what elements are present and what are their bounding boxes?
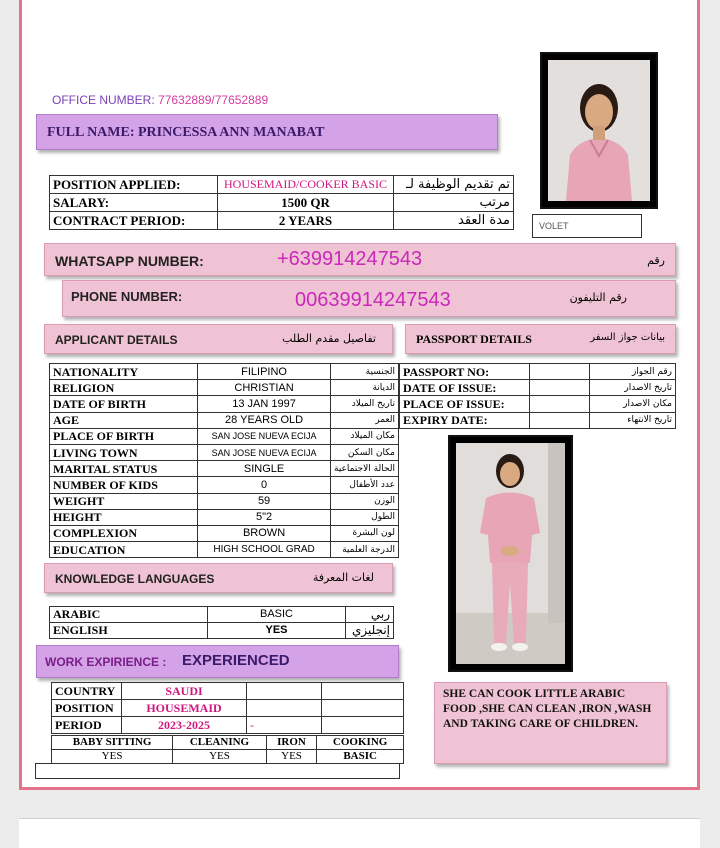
table-row <box>52 700 404 717</box>
next-page <box>19 818 700 848</box>
position-ar: تم تقديم الوظيفة لـ <box>394 176 514 194</box>
period-label: PERIOD <box>52 717 122 734</box>
table-row <box>50 444 399 460</box>
empty-row <box>35 763 400 779</box>
period-extra: - <box>247 717 322 734</box>
volet-label: VOLET <box>539 221 569 231</box>
portrait-figure-icon <box>548 60 650 201</box>
applicant-details-ar: تفاصيل مقدم الطلب <box>282 332 376 345</box>
passport-ar: تاريخ الاصدار <box>590 380 676 396</box>
table-row <box>50 607 394 623</box>
passport-table <box>399 363 676 429</box>
detail-label: PLACE OF BIRTH <box>50 428 198 444</box>
skill-header: COOKING <box>317 736 404 750</box>
passport-details-title: PASSPORT DETAILS <box>416 332 532 346</box>
detail-label: AGE <box>50 412 198 428</box>
detail-ar: الديانة <box>331 380 399 396</box>
table-row <box>50 396 399 412</box>
table-row <box>52 736 404 750</box>
country-extra2 <box>322 683 404 700</box>
work-experience-bar <box>36 645 399 678</box>
table-row <box>400 364 676 380</box>
passport-label: PLACE OF ISSUE: <box>400 396 530 412</box>
detail-label: WEIGHT <box>50 493 198 509</box>
passport-value <box>530 364 590 380</box>
table-row <box>50 477 399 493</box>
passport-ar: مكان الاصدار <box>590 396 676 412</box>
arabic-value: BASIC <box>208 607 346 623</box>
arabic-ar: ربي <box>346 607 394 623</box>
table-row <box>52 717 404 734</box>
full-body-figure-icon <box>456 443 565 664</box>
table-row <box>50 364 399 380</box>
passport-details-bar <box>405 324 676 354</box>
detail-ar: الطول <box>331 509 399 525</box>
skill-header: BABY SITTING <box>52 736 173 750</box>
detail-value: FILIPINO <box>198 364 331 380</box>
table-row <box>400 380 676 396</box>
table-row <box>50 428 399 444</box>
skill-header: CLEANING <box>173 736 267 750</box>
languages-ar: لغات المعرفة <box>312 571 374 584</box>
full-name: FULL NAME: PRINCESSA ANN MANABAT <box>47 125 325 140</box>
applicant-table <box>49 363 399 558</box>
table-row <box>400 396 676 412</box>
passport-details-ar: بيانات جواز السفر <box>590 332 665 343</box>
whatsapp-label: WHATSAPP NUMBER: <box>55 253 204 269</box>
detail-label: EDUCATION <box>50 542 198 558</box>
detail-value: HIGH SCHOOL GRAD <box>198 542 331 558</box>
position-table <box>49 175 514 230</box>
contract-ar: مدة العقد <box>394 212 514 230</box>
detail-ar: عدد الأطفال <box>331 477 399 493</box>
detail-value: 0 <box>198 477 331 493</box>
passport-label: DATE OF ISSUE: <box>400 380 530 396</box>
office-number-value: 77632889/77652889 <box>158 93 269 107</box>
table-row <box>50 176 514 194</box>
table-row <box>50 461 399 477</box>
table-row <box>50 212 514 230</box>
position-value: HOUSEMAID <box>122 700 247 717</box>
position-extra <box>247 700 322 717</box>
table-row <box>52 750 404 764</box>
salary-label: SALARY: <box>50 194 218 212</box>
arabic-label: ARABIC <box>50 607 208 623</box>
detail-ar: الدرجة العلمية <box>331 542 399 558</box>
table-row <box>400 412 676 428</box>
table-row <box>50 194 514 212</box>
detail-label: HEIGHT <box>50 509 198 525</box>
period-extra2 <box>322 717 404 734</box>
table-row <box>50 542 399 558</box>
detail-ar: تاريخ الميلاد <box>331 396 399 412</box>
detail-ar: العمر <box>331 412 399 428</box>
skill-value: YES <box>266 750 316 764</box>
detail-label: NUMBER OF KIDS <box>50 477 198 493</box>
detail-ar: مكان الميلاد <box>331 428 399 444</box>
country-label: COUNTRY <box>52 683 122 700</box>
phone-bar <box>62 280 676 317</box>
skills-note-text: SHE CAN COOK LITTLE ARABIC FOOD ,SHE CAN CLEAN ,IRON ,WASH AND TAKING CARE OF CHILDREN. <box>443 688 652 730</box>
detail-label: COMPLEXION <box>50 525 198 541</box>
table-row <box>50 623 394 639</box>
detail-label: NATIONALITY <box>50 364 198 380</box>
cv-sheet <box>19 0 700 790</box>
languages-title: KNOWLEDGE LANGUAGES <box>55 572 215 586</box>
work-experience-label: WORK EXPIRIENCE : <box>45 655 167 669</box>
detail-label: DATE OF BIRTH <box>50 396 198 412</box>
detail-ar: الجنسية <box>331 364 399 380</box>
detail-value: SINGLE <box>198 461 331 477</box>
full-body-photo <box>448 435 573 672</box>
detail-ar: الحالة الاجتماعية <box>331 461 399 477</box>
passport-value <box>530 412 590 428</box>
english-value: YES <box>208 623 346 639</box>
work-table <box>51 682 404 734</box>
passport-value <box>530 396 590 412</box>
detail-value: SAN JOSE NUEVA ECIJA <box>198 428 331 444</box>
position-label: POSITION APPLIED: <box>50 176 218 194</box>
passport-value <box>530 380 590 396</box>
detail-value: 28 YEARS OLD <box>198 412 331 428</box>
whatsapp-bar <box>44 243 676 276</box>
passport-label: PASSPORT NO: <box>400 364 530 380</box>
passport-label: EXPIRY DATE: <box>400 412 530 428</box>
skill-value: YES <box>52 750 173 764</box>
contract-label: CONTRACT PERIOD: <box>50 212 218 230</box>
english-label: ENGLISH <box>50 623 208 639</box>
skills-note <box>434 682 667 764</box>
phone-number: 00639914247543 <box>295 289 451 311</box>
office-number <box>52 93 268 107</box>
full-name-bar <box>36 114 498 150</box>
period-value: 2023-2025 <box>122 717 247 734</box>
detail-label: LIVING TOWN <box>50 444 198 460</box>
whatsapp-number: +639914247543 <box>277 248 423 270</box>
table-row <box>50 380 399 396</box>
detail-value: SAN JOSE NUEVA ECIJA <box>198 444 331 460</box>
country-extra <box>247 683 322 700</box>
detail-label: RELIGION <box>50 380 198 396</box>
skills-table <box>51 735 404 764</box>
table-row <box>52 683 404 700</box>
work-experience-value: EXPERIENCED <box>182 652 290 669</box>
position-value: HOUSEMAID/COOKER BASIC <box>218 176 394 194</box>
office-number-label: OFFICE NUMBER: <box>52 93 155 107</box>
detail-ar: لون البشرة <box>331 525 399 541</box>
detail-ar: مكان السكن <box>331 444 399 460</box>
languages-bar <box>44 563 393 593</box>
table-row <box>50 525 399 541</box>
country-value: SAUDI <box>122 683 247 700</box>
skill-value: YES <box>173 750 267 764</box>
volet-box <box>532 214 642 238</box>
applicant-details-title: APPLICANT DETAILS <box>55 333 178 347</box>
portrait-photo <box>540 52 658 209</box>
english-ar: إنجليزي <box>346 623 394 639</box>
phone-label: PHONE NUMBER: <box>71 289 183 304</box>
salary-value: 1500 QR <box>218 194 394 212</box>
salary-ar: مرتب <box>394 194 514 212</box>
table-row <box>50 412 399 428</box>
applicant-details-bar <box>44 324 393 354</box>
detail-value: 59 <box>198 493 331 509</box>
passport-ar: رقم الجواز <box>590 364 676 380</box>
detail-label: MARITAL STATUS <box>50 461 198 477</box>
detail-value: 13 JAN 1997 <box>198 396 331 412</box>
detail-ar: الوزن <box>331 493 399 509</box>
skill-value: BASIC <box>317 750 404 764</box>
position-extra2 <box>322 700 404 717</box>
detail-value: 5"2 <box>198 509 331 525</box>
detail-value: BROWN <box>198 525 331 541</box>
skill-header: IRON <box>266 736 316 750</box>
table-row <box>50 493 399 509</box>
detail-value: CHRISTIAN <box>198 380 331 396</box>
whatsapp-ar: رقم <box>647 254 665 267</box>
table-row <box>50 509 399 525</box>
phone-ar: رقم التليفون <box>569 291 627 304</box>
contract-value: 2 YEARS <box>218 212 394 230</box>
languages-table <box>49 606 394 639</box>
position-label: POSITION <box>52 700 122 717</box>
passport-ar: تاريخ الانتهاء <box>590 412 676 428</box>
